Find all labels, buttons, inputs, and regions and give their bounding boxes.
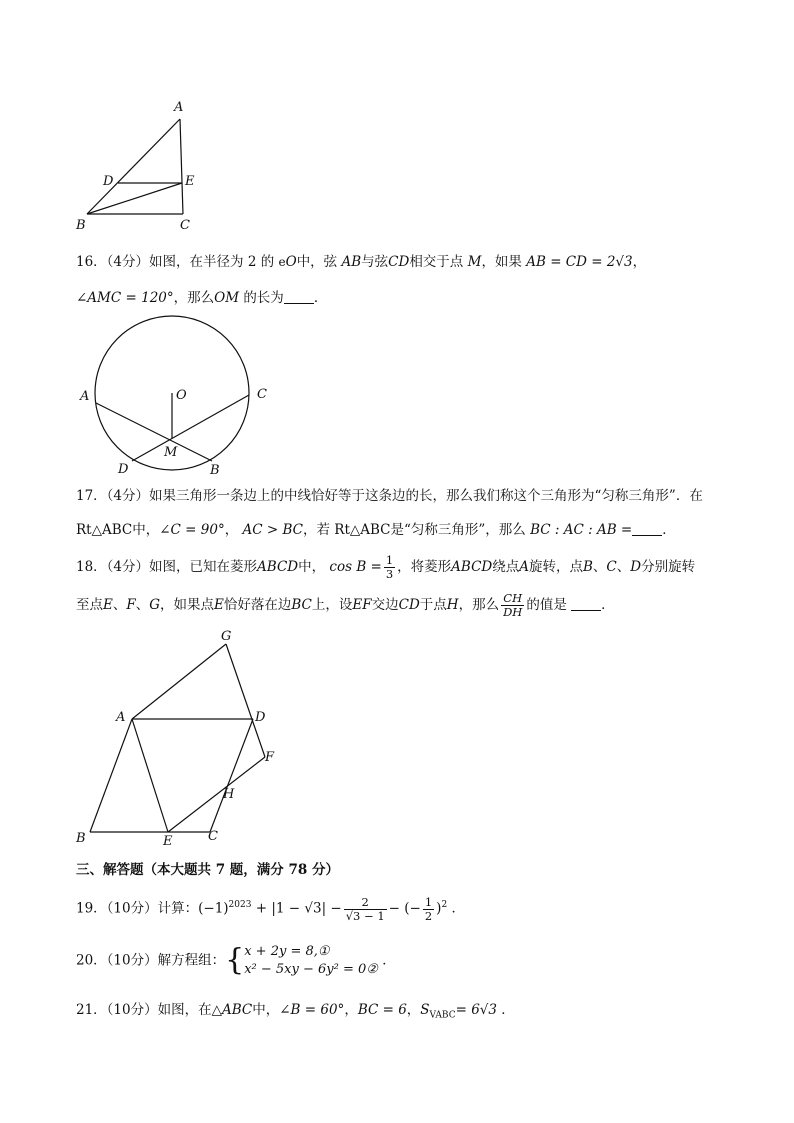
edge-ac [180,119,183,214]
point-h: H [446,597,459,613]
point-b: B [583,559,593,575]
q21-period: ． [501,1002,515,1018]
q18-line1 [76,554,695,581]
q16-text: ，那么 [173,290,215,306]
label-a: A [80,389,90,404]
fraction-numerator: CH [501,592,524,606]
section-heading: 三、解答题（本大题共 7 题，满分 78 分） [76,862,339,878]
label-f: F [265,750,275,765]
q20-number: 20．（10分）解方程组： [76,952,226,969]
answer-blank [571,596,601,611]
q19-term: (−1) [198,900,229,917]
q18-text: 交边 [371,597,399,613]
q21-number: 21．（10分）如图，在△ [76,1002,222,1018]
q17-text: Rt△ABC中， [76,522,160,538]
sep: 、 [135,597,150,613]
label-c: C [208,829,218,844]
label-g: G [221,629,232,644]
q18-text: 旋转，点 [529,559,583,575]
q18-text: 中， [298,559,326,575]
side-fe [168,757,265,832]
label-d: D [255,710,266,725]
q18-text: 至点 [76,597,103,613]
system-brace: { [225,942,245,978]
q21-area-subscript: VABC [429,1010,456,1021]
q16-text: 与弦 [361,254,389,270]
sep: ， [344,1002,358,1018]
equation-2: x² − 5xy − 6y² = 0② [244,961,378,977]
triangle-figure-svg [70,95,210,235]
edge-ab [87,119,180,214]
q16-text: 相交于点 [409,254,464,270]
chord-ab-line [96,403,212,461]
q17-ratio: BC : AC : AB = [530,522,633,538]
q17-period: ． [662,522,676,538]
sep: 、 [112,597,127,613]
q16-text: 的长为 [243,290,284,306]
q16-angle: ∠AMC = 120° [76,290,174,306]
point-e: E [103,597,113,613]
fraction-numerator: 2 [344,896,387,910]
cos-denominator: 3 [385,567,394,581]
rhombus-figure-svg [70,625,290,850]
cos-fraction [384,554,395,581]
q21-angle: ∠B = 60° [279,1002,345,1018]
ch-dh-fraction [501,592,524,619]
side-dc [210,719,253,832]
point-c: C [606,559,617,575]
q20-period: ． [382,952,396,969]
q17-text: ，若 Rt△ABC是“匀称三角形”，那么 [302,522,526,538]
point-e: E [214,597,224,613]
q19-fraction [344,896,387,923]
q19-number: 19．（10分）计算： [76,900,199,917]
label-b: B [76,218,86,233]
q18-text: ，那么 [458,597,500,613]
q18-text: ，将菱形 [397,559,452,575]
q19-exponent: 2 [441,900,448,910]
q16-equation: AB = CD = 2√3 [526,254,633,270]
label-d: D [103,174,114,189]
label-a: A [174,100,184,115]
q19-term: ) [436,900,442,917]
q21-text: 中， [252,1002,280,1018]
q17-line2 [76,520,676,540]
q17-angle: ∠C = 90° [159,522,225,538]
q18-text: ，如果点 [160,597,215,613]
q19-line [76,892,465,923]
label-h: H [223,787,235,802]
q19-exponent: 2023 [228,900,252,910]
label-d: D [118,462,129,477]
sep: 、 [616,559,631,575]
q20-line [76,940,396,981]
cos-numerator: 1 [385,553,394,567]
q19-term: + |1 − √3| − [251,900,342,917]
point-m: M [467,254,482,270]
q17-inequality: AC > BC [242,522,303,538]
sep: ， [406,1002,421,1018]
q21-area-value: = 6√3 [455,1002,497,1018]
point-a: A [519,559,529,575]
q16-line1 [76,252,646,272]
side-ag [132,644,226,719]
q18-period: ． [601,597,615,613]
q19-half [423,896,434,923]
label-c: C [257,387,267,402]
segment-be [87,183,182,214]
equation-1: x + 2y = 8,① [244,943,330,959]
q21-line [76,1000,515,1026]
q17-sep: ， [224,522,239,538]
point-g: G [149,597,161,613]
q16-period: ． [313,290,328,306]
label-c: C [180,218,190,233]
fraction-denominator: 2 [424,908,433,923]
rhombus-abcd: ABCD [257,559,299,575]
q18-number: 18．（4分） [76,559,150,575]
q21-bc: BC = 6 [357,1002,407,1018]
q18-line2 [76,592,615,619]
q16-text: ，如果 [481,254,522,270]
circle-symbol: e [278,255,286,269]
answer-blank [632,521,662,536]
point-f: F [126,597,136,613]
side-cd: CD [398,597,420,613]
fraction-numerator: 1 [424,894,433,909]
label-m: M [164,445,178,460]
q16-number: 16．（4分） [76,254,150,270]
q16-text: 中，弦 [296,254,338,270]
figure-rhombus [70,625,290,850]
chord-cd-line [132,395,249,461]
side-ab [90,719,132,832]
point-d: D [630,559,642,575]
q18-text: 绕点 [492,559,520,575]
label-a: A [116,710,126,725]
chord-cd: CD [388,254,410,270]
equation-system [244,943,378,979]
q19-term: − (− [388,900,421,917]
q17-line1: 17．（4分）如果三角形一条边上的中线恰好等于这条边的长，那么我们称这个三角形为“匀称三角形”．在 [76,488,703,504]
q16-text: ， [632,254,647,270]
q18-text: 上，设 [311,597,353,613]
label-b: B [76,831,86,846]
q18-text: 于点 [419,597,447,613]
segment-om: OM [214,290,240,306]
figure-triangle-abc [70,95,210,235]
q18-text: 恰好落在边 [223,597,292,613]
sep: 、 [592,559,607,575]
answer-blank [284,289,314,304]
q21-area: S [420,1002,430,1018]
q18-text: 分别旋转 [641,559,696,575]
chord-ab: AB [341,254,362,270]
q18-text: 的值是 [526,597,567,613]
q16-text: 如图，在半径为 2 的 [149,254,275,270]
q18-text: 如图，已知在菱形 [149,559,258,575]
side-bc: BC [291,597,312,613]
q19-period: ． [451,900,465,917]
q16-line2 [76,288,327,308]
triangle-abc: ABC [222,1002,253,1018]
label-o: O [176,388,187,403]
circle-o: O [285,254,297,270]
segment-ef: EF [352,597,372,613]
figure-circle [72,315,282,480]
fraction-denominator: √3 − 1 [345,908,385,923]
rhombus-abcd: ABCD [451,559,493,575]
label-b: B [210,463,220,478]
fraction-denominator: DH [503,605,523,619]
label-e: E [163,834,173,849]
label-e: E [185,174,195,189]
cos-b: cos B = [329,559,382,575]
side-ae [132,719,168,832]
